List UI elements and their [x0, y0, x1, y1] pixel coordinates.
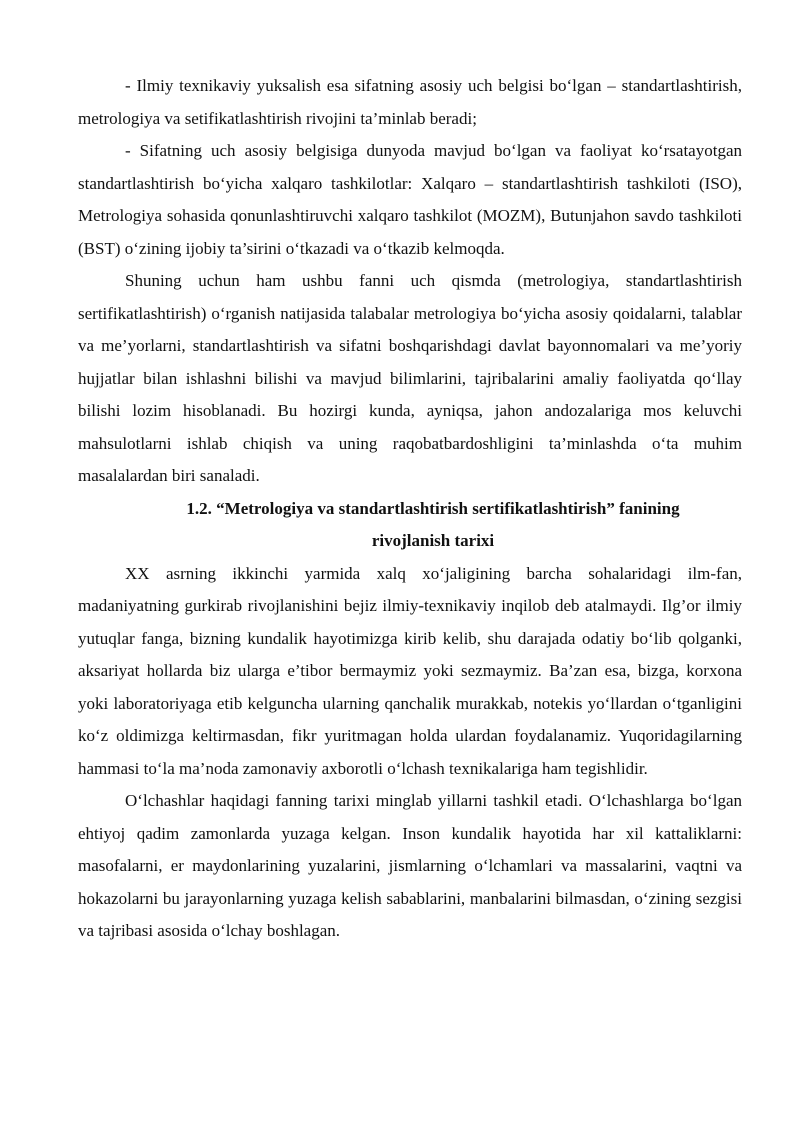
paragraph-international-organizations: - Sifatning uch asosiy belgisiga dunyoda mavjud bo‘lgan va faoliyat ko‘rsatayotgan standartlashtirish bo‘yicha xalqaro tashkilotlar: Xalqaro – standartlashtirish tashkiloti (ISO), Metrologiya sohasida qonunlashtiruvchi xalqaro tashkilot (MOZM), Butunjahon savdo tashkiloti (BST) o‘zining ijobiy ta’sirini o‘tkazadi va o‘tkazib kelmoqda.	[78, 141, 742, 258]
section-heading-line-2: rivojlanish tarixi	[371, 531, 495, 550]
paragraph-measurement-history: O‘lchashlar haqidagi fanning tarixi minglab yillarni tashkil etadi. O‘lchashlarga bo‘lgan ehtiyoj qadim zamonlarda yuzaga kelgan. Inson kundalik hayotida har xil kattaliklarni: masofalarni, er maydonlarining yuzalarini, jismlarning o‘lchamlari va massalarini, vaqtni va hokazolarni bu jarayonlarning yuzaga kelish sabablarini, manbalarini bilmasdan, o‘zining sezgisi va tajribasi asosida o‘lchay boshlagan.	[78, 791, 742, 940]
section-heading-line-1: 1.2. “Metrologiya va standartlashtirish sertifikatlashtirish” fanining	[186, 498, 680, 518]
paragraph-course-parts: Shuning uchun ham ushbu fanni uch qismda (metrologiya, standartlashtirish sertifikatlashtirish) o‘rganish natijasida talabalar metrologiya bo‘yicha asosiy qoidalarni, talablar va me’yorlarni, standartlashtirish va sifatni boshqarishdagi davlat bayonnomalari va me’yoriy hujjatlar bilan ishlashni bilishi va mavjud bilimlarini, tajribalarini amaliy faoliyatda qo‘llay bilishi lozim hisoblanadi. Bu hozirgi kunda, ayniqsa, jahon andozalariga mos keluvchi mahsulotlarni ishlab chiqish va uning raqobatbardoshligini ta’minlashda o‘ta muhim masalalardan biri sanaladi.	[78, 271, 742, 485]
paragraph-quality-science: - Ilmiy texnikaviy yuksalish esa sifatning asosiy uch belgisi bo‘lgan – standartlashtirish, metrologiya va setifikatlashtirish rivojini ta’minlab beradi;	[78, 76, 742, 128]
document-page	[78, 70, 742, 948]
paragraph-twentieth-century: XX asrning ikkinchi yarmida xalq xo‘jaligining barcha sohalaridagi ilm-fan, madaniyatning gurkirab rivojlanishini bejiz ilmiy-texnikaviy inqilob deb atalmaydi. Ilg’or ilmiy yutuqlar fanga, bizning kundalik hayotimizga kirib kelib, shu darajada odatiy bo‘lib qolganki, aksariyat hollarda biz ularga e’tibor bermaymiz yoki sezmaymiz. Ba’zan esa, bizga, korxona yoki laboratoriyaga etib kelguncha ularning qanchalik murakkab, notekis yo‘llardan o‘tganligini ko‘z oldimizga keltirmasdan, fikr yuritmagan holda ulardan foydalanamiz. Yuqoridagilarning hammasi to‘la ma’noda zamonaviy axborotli o‘lchash texnikalariga ham tegishlidir.	[78, 563, 742, 778]
